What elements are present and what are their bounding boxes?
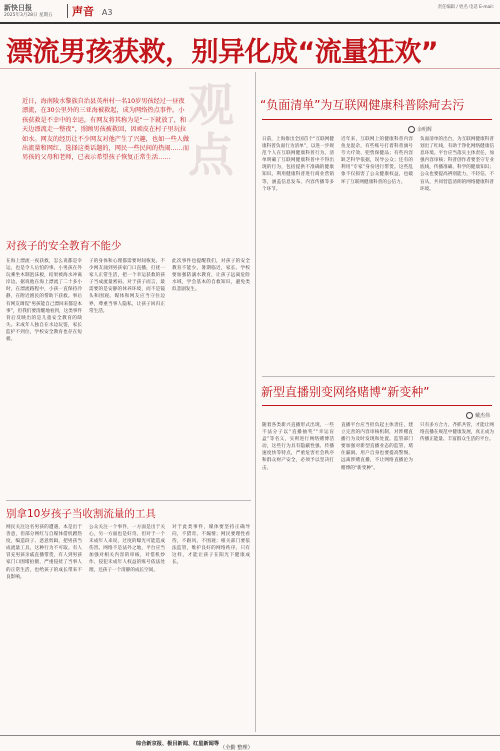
top-rule [0,22,500,24]
article1-column-3: 负面清单的出台，为互联网健康科普划出了红线，有助于净化网络健康信息环境。平台应当落实主体责任，加强内容审核；科普创作者要坚守专业底线，传播准确、科学的健康知识；公众也要提高辨别能力，不轻信、不盲从，共同营造清朗的网络健康科普环境。 [420,137,494,192]
article1-column-1: 日前，上海推出全国首个“互联网健康科普负面行为清单”，以进一步规范个人在互联网健康科普行为。清单明确了互联网健康科普中不得出现的行为，包括提供不准确的健康知识、利用健康科普进行商业营销等，涵盖信息发布、内容传播等多个环节。 [262,137,334,192]
issue-date: 2025年3月28日 星期五 [4,13,53,18]
article1-column-2: 近年来，互联网上的健康科普内容鱼龙混杂，有些账号打着科普旗号夸大疗效、兜售保健品；有些内容缺乏科学依据，误导公众；还有的利用“专家”身份进行带货。这些乱象不仅损害了公众健康权益，也破坏了互联网健康科普的公信力。 [341,137,413,185]
bottom-rule [0,735,500,736]
author-icon [408,126,415,133]
lead-body-column-2: 子的身体和心理都需要时间恢复。不少网友涌到男孩家门口直播，打扰一家人正常生活，把一个幸运获救的孩子当成流量密码。对于孩子而言，最需要的是安静的休养环境，而不是镜头和围观。媒体和网友应当守住边界，尊重当事人隐私，让孩子回归正常生活。 [89,259,165,314]
divider-right [262,376,495,377]
newspaper-logo: 新快日报 [4,3,32,12]
article1-author [408,126,432,133]
lower-body-column-1: 网民关注这名男孩的遭遇，本是出于善意，但部分网红与自媒体借机蹭热度，编造段子、恶意剪辑，把男孩当成流量工具，这种行为不可取。有人冒充男孩亲戚直播带货，有人到男孩家门口围堵拍摄，严重侵扰了当事人的正常生活，也给孩子的成长带来不良影响。 [6,525,82,580]
article2-column-3: 只有多方合力、齐抓共管，才能让网络直播在规范中健康发展，真正成为传播正能量、丰富群众生活的平台。 [420,423,494,443]
article1-author-name: 余明辉 [417,127,433,133]
article2-author-name: 戴杰伟 [475,413,491,419]
article1-rule [262,119,492,120]
author-icon [466,412,473,419]
article2-column-1: 随着各类新兴直播形式出现，一些不法分子以“直播抽奖”“幸运盲盒”等名义，实则进行网络赌博活动，这些行为具有隐蔽性强、传播速度快等特点，严重危害社会秩序和群众财产安全，必须予以坚决打击。 [262,423,334,471]
lead-body-column-1: 在海上漂流一夜获救，怎么说都是幸运，也是令人后怕的事。小男孩在外玩乘坐木制泡沫板，结果被海水冲离岸边。据说他在海上漂流了二十多小时，在漂流路程中，小孩一直保持冷静，在附近渔民的帮助下获救。事后有网友调侃“男孩能自己漂回来都是本事”，但我们要清醒地看到，这类事件背后反映出的是儿童安全教育的缺失。未成年人独自在水边玩耍，家长监护不到位，学校安全教育也存在短板。 [6,259,82,343]
subheading-traffic-tool: 别拿10岁孩子当收割流量的工具 [6,508,156,520]
source-credit: 综合新京报、极目新闻、红星新闻等 [136,741,220,747]
article2-column-2: 直播平台应当担负起主体责任，建立完善的内容审核机制，对涉赌直播行为及时发现和处置。监管部门要加强对新型直播业态的监管，堵住漏洞。用户自身也要提高警惕，远离涉赌直播，不让网络直播沦为赌博的“新变种”。 [341,423,413,471]
section-label: 声音 [72,5,94,18]
column-divider [255,72,256,732]
article1-title: “负面清单”为互联网健康科普除疴去污 [260,98,465,112]
lead-paragraph: 近日，海南陵水黎族自治县英州村一名10岁男孩经过一昼夜漂流，在30公里外的三亚海被救起，成为网络热点事件。小孩获救是不幸中的幸运，有网友将其称为是“一下就放了，和天边漂流走一整夜”，照顾男孩被救回，因顽皮在村子里玩拉如水。网友的经历让不少网友对他产生了兴趣，也如一些人做出流量和网红、选择这类话题的，网民一些民间的热闹……而男孩的父母和老师，已表示希望孩子恢复正常生活…… [22,98,190,162]
article2-title: 新型直播别变网络赌博“新变种” [261,385,430,399]
section-divider [67,4,68,18]
divider-left [6,500,251,501]
compiler-credit: （全勤 整理） [220,745,253,751]
lower-body-column-2: 公众关注一个事件，一方面是出于关心，另一方面也是好奇。但对于一个未成年人来说，过度的曝光可能造成伤害。网络不是法外之地，平台应当加强对相关内容的审核，对借机炒作、侵犯未成年人权益的账号依法处理，还孩子一个清静的成长空间。 [89,525,165,573]
article2-rule [262,405,492,406]
subheading-safety-education: 对孩子的安全教育不能少 [6,240,122,252]
headline-rule [0,68,500,69]
page-number: A3 [101,8,113,17]
main-headline: 漂流男孩获救，别异化成“流量狂欢” [6,37,438,68]
section-name [72,3,112,19]
watermark-guandian: 观点 [188,78,234,182]
editor-info: 责任编辑 / 姓名 电话 E-mail: [437,5,494,10]
lead-body-column-3: 此次事件也提醒我们，对孩子的安全教育不能少。暑期临近，家长、学校要加强防溺水教育，让孩子远离危险水域，学会基本的自救知识，避免类似悲剧发生。 [172,259,250,293]
lower-body-column-3: 对于此类事件，媒体要坚持正确导向，不猎奇、不煽情；网民要理性看待，不跟风、不围观；相关部门要依法监管，维护良好的网络秩序。只有这样，才能让孩子在阳光下健康成长。 [172,525,250,566]
article2-author [466,412,490,419]
